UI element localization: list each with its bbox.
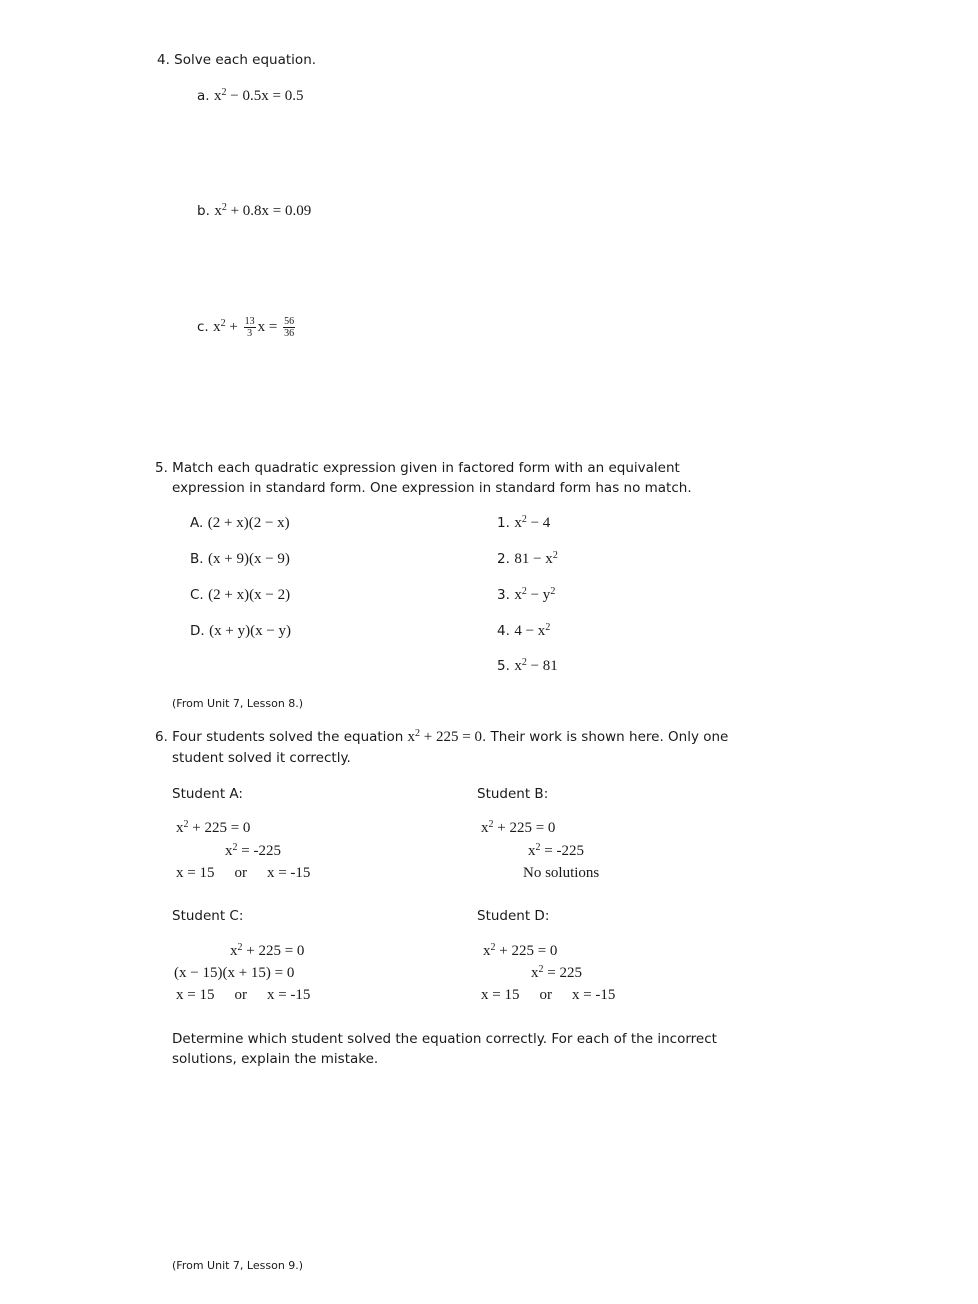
- q5-right-item-1: 1. $x^2 - 4$: [497, 514, 551, 531]
- student-c-line1: $x^2 + 225 = 0$: [230, 942, 305, 959]
- student-a-line1: $x^2 + 225 = 0$: [176, 819, 251, 836]
- q5-prompt-line1: 5. Match each quadratic expression given in factored form with an equivalent: [155, 460, 680, 476]
- q6-equation: $x^2 + 225 = 0$: [407, 728, 482, 745]
- q6-prompt-line1: 6. Four students solved the equation $x^2 + 225 = 0$. Their work is shown here. Only one: [155, 728, 729, 745]
- q5-right-item-5: 5. $x^2 - 81$: [497, 657, 558, 674]
- student-d-line1: $x^2 + 225 = 0$: [483, 942, 558, 959]
- q4-title: 4. Solve each equation.: [157, 52, 317, 68]
- q4-b-equation: $x^2 + 0.8x = 0.09$: [214, 202, 312, 219]
- student-b-line3: No solutions: [523, 865, 600, 881]
- student-d-label: Student D:: [477, 908, 550, 924]
- q4-part-a: [197, 88, 303, 105]
- q4-b-label: b.: [197, 203, 210, 219]
- q6-prompt-line2: student solved it correctly.: [172, 750, 351, 766]
- student-a-line2: $x^2 = -225$: [225, 842, 281, 859]
- q5-right-item-2: 2. $81 - x^2$: [497, 550, 558, 567]
- q6-task-line1: Determine which student solved the equation correctly. For each of the incorrect: [172, 1031, 717, 1047]
- q5-source: (From Unit 7, Lesson 8.): [172, 697, 304, 710]
- q4-c-fraction-2: $\frac{56}{36}$: [284, 316, 295, 339]
- q5-left-item-b: B. (x + 9)(x − 9): [190, 551, 290, 567]
- q4-a-label: a.: [197, 88, 210, 104]
- q5-prompt-line2: expression in standard form. One expression in standard form has no match.: [172, 480, 692, 496]
- student-b-label: Student B:: [477, 786, 549, 802]
- student-c-label: Student C:: [172, 908, 244, 924]
- student-b-line1: $x^2 + 225 = 0$: [481, 819, 556, 836]
- student-a-label: Student A:: [172, 786, 243, 802]
- student-c-line3: x = 15 or x = -15: [176, 987, 311, 1003]
- q4-c-label: c.: [197, 318, 209, 335]
- q5-right-item-3: 3. $x^2 - y^2$: [497, 586, 556, 603]
- q4-c-fraction-1: $\frac{13}{3}$: [244, 316, 255, 339]
- q5-left-item-d: D. (x + y)(x − y): [190, 623, 292, 639]
- q4-part-b: [197, 203, 311, 220]
- q5-left-item-a: A. (2 + x)(2 − x): [190, 515, 290, 531]
- student-a-line3: x = 15 or x = -15: [176, 865, 311, 881]
- student-c-line2: (x − 15)(x + 15) = 0: [174, 965, 295, 981]
- q6-task-line2: solutions, explain the mistake.: [172, 1051, 379, 1067]
- student-d-line2: $x^2 = 225$: [531, 964, 582, 981]
- q5-left-item-c: C. (2 + x)(x − 2): [190, 587, 291, 603]
- student-b-line2: $x^2 = -225$: [528, 842, 584, 859]
- q6-source: (From Unit 7, Lesson 9.): [172, 1259, 304, 1272]
- q4-part-c: [197, 316, 297, 339]
- q4-a-equation: $x^2 - 0.5x = 0.5$: [214, 87, 304, 104]
- q4-c-equation: $x^2$ + $\frac{13}{3}$ x = $\frac{56}{36}$: [213, 316, 295, 339]
- q5-right-item-4: 4. $4 - x^2$: [497, 622, 551, 639]
- student-d-line3: x = 15 or x = -15: [481, 987, 616, 1003]
